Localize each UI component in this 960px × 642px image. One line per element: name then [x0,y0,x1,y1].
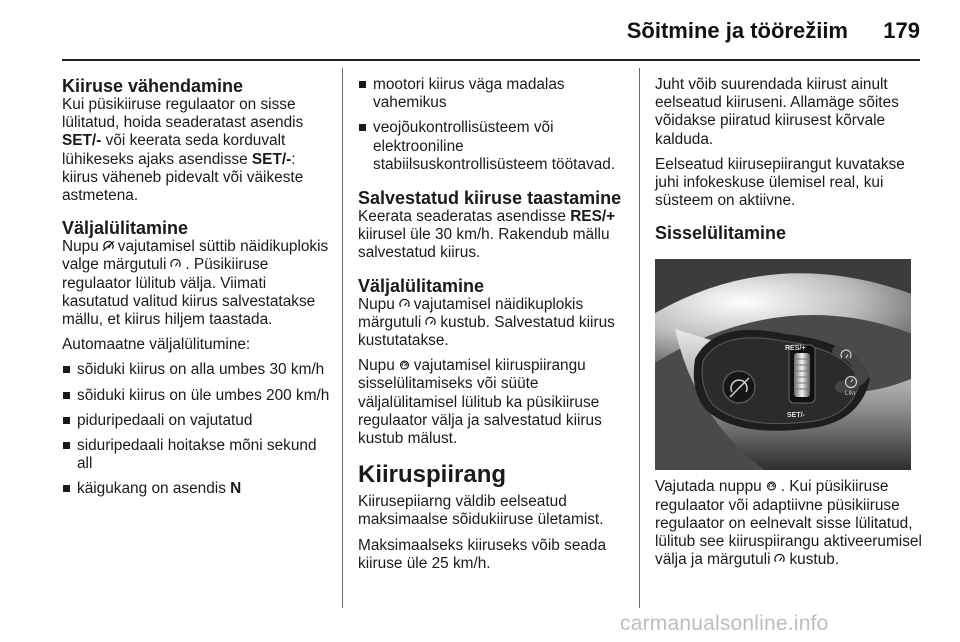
steering-wheel-controls-figure [655,259,911,470]
cruise-indicator-icon [424,316,437,328]
column-2 [358,76,630,573]
cruise-indicator-icon [773,553,786,565]
paragraph: Vajutada nuppu . Kui püsikiiruse regulaator või adaptiivne püsikiiruse regulaator on eelnevalt sisse lülitatud, lülitub see kiiruspiirangu aktiveerumisel välja ja märgutuli kustub. [655,478,922,569]
list-item: käigukang on asendis N [62,480,330,498]
paragraph: Juht võib suurendada kiirust ainult eelseatud kiiruseni. Allamäge sõites võidakse piiratud kiirusest kõrvale kalduda. [655,76,899,148]
speed-limiter-icon [765,480,778,492]
paragraph: Kui püsikiiruse regulaator on sisse lülitatud, hoida seaderatast asendis SET/- või keerata seda korduvalt lühikeseks ajaks asendisse SET/-: kiirus väheneb pidevalt või väikeste astmetena. [62,96,304,205]
paragraph: Nupu vajutamisel kiiruspiirangu sisselülitamiseks või süüte väljalülitamisel lülitub ka püsikiiruse regulaator välja ja salvestatud kiirus kustub mälust. [358,357,602,448]
section-heading-sisselulitamine: Sisselülitamine [655,223,787,244]
list-item: siduripedaali hoitakse mõni sekund all [62,437,330,473]
paragraph: Nupu vajutamisel näidikuplokis märgutuli kustub. Salvestatud kiirus kustutatakse. [358,295,615,350]
set-minus-label: SET/- [787,412,805,420]
page-header [0,0,960,58]
section-heading-valjalulitamine-2: Väljalülitamine [358,275,485,296]
list-item: veojõukontrollisüsteem või elektrooniline stabiilsuskontrollisüsteem töötavad. [358,119,630,174]
column-divider [639,68,640,608]
cruise-cancel-icon [102,240,115,252]
list-item: sõiduki kiirus on üle umbes 200 km/h [62,387,330,405]
section-heading-salvestatud-kiiruse-taastamine: Salvestatud kiiruse taastamine [358,188,622,209]
header-rule [62,59,920,61]
cruise-indicator-icon [169,258,182,270]
list-item: sõiduki kiirus on alla umbes 30 km/h [62,361,330,379]
paragraph: Nupu vajutamisel süttib näidikuplokis valge märgutuli . Püsikiiruse regulaator lülitub välja. Viimati kasutatud valitud kiirus salvestatakse mällu, et kiirus hiljem taastada. [62,238,329,329]
column-divider [342,68,343,608]
paragraph: Kiirusepiiarng väldib eelseatud maksimaalse sõidukiiruse ületamist. [358,493,604,529]
paragraph: Maksimaalseks kiiruseks võib seada kiiruse üle 25 km/h. [358,536,607,572]
lim-label: LIM [845,391,856,398]
list-item: piduripedaali on vajutatud [62,412,330,430]
paragraph: Automaatne väljalülitumine: [62,336,251,354]
paragraph: Keerata seaderatas asendisse RES/+ kiirusel üle 30 km/h. Rakendub mällu salvestatud kiirus. [358,208,616,262]
section-heading-kiiruse-vahendamine: Kiiruse vähendamine [62,76,244,96]
column-1 [62,76,330,506]
section-heading-valjalulitamine: Väljalülitamine [62,218,189,239]
list-item: mootori kiirus väga madalas vahemikus [358,76,630,112]
page-number: 179 [883,18,920,43]
bullet-list [62,361,330,498]
bullet-list [358,76,630,174]
speed-limiter-icon [398,359,411,371]
paragraph: Eelseatud kiirusepiirangut kuvatakse juhi infokeskuse ülemisel real, kui süsteem on aktiivne. [655,155,905,210]
section-heading-kiiruspiirang: Kiiruspiirang [358,461,507,489]
page-title: Sõitmine ja töörežiim [626,18,848,43]
column-3 [655,76,925,569]
watermark: carmanualsonline.info [620,612,829,635]
res-plus-label: RES/+ [785,345,806,353]
cruise-indicator-icon [398,298,411,310]
